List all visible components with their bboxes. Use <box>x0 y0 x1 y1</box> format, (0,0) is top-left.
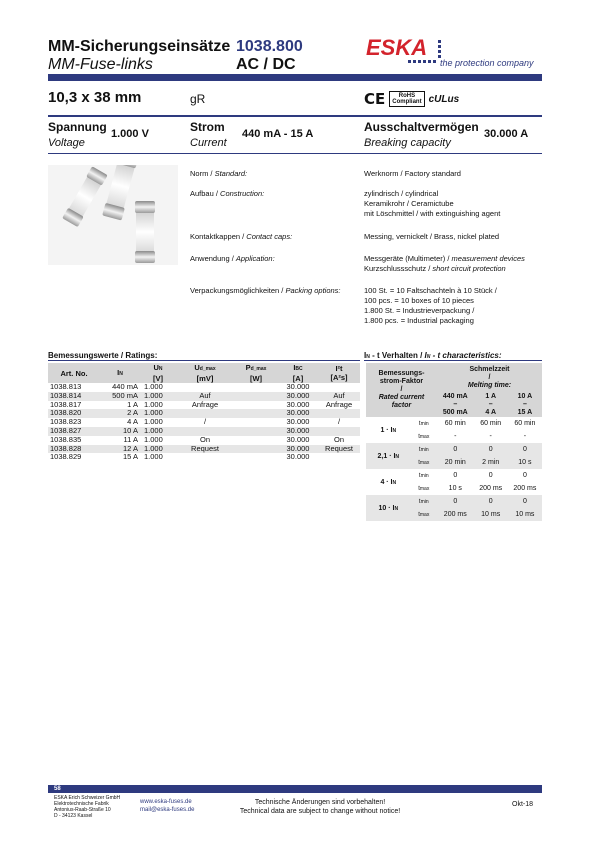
melt-time-cell: 200 ms <box>474 482 508 495</box>
cell-ud <box>176 453 234 462</box>
ul-mark: cULus <box>428 93 460 105</box>
norm-value: Werknorm / Factory standard <box>364 169 461 178</box>
cell-in: 2 A <box>100 409 140 418</box>
table-row <box>48 453 360 462</box>
cell-in: 15 A <box>122 452 138 462</box>
char-row <box>366 469 542 482</box>
cell-in: 4 A <box>127 417 138 427</box>
col-pd: Pd_max [W] <box>234 363 278 383</box>
col-art: Art. No. <box>48 363 100 383</box>
melt-time-cell: 10 ms <box>508 508 542 521</box>
range-col-bot: 4 A <box>474 409 508 417</box>
cell-pd <box>234 418 278 427</box>
article-number: 1038.800 <box>236 38 303 55</box>
application-label: Anwendung / Application: <box>190 254 275 263</box>
melt-time-cell: 20 min <box>437 456 474 469</box>
col-i2t: I²t [A²s] <box>318 363 360 383</box>
cell-ud: Auf <box>176 392 234 401</box>
header-bar <box>48 74 542 81</box>
melt-time-cell: 200 ms <box>437 508 474 521</box>
t-max-label: tmax <box>411 430 437 443</box>
fuse-product-image <box>48 165 178 265</box>
company-address: ESKA Erich Schweizer GmbH Elektrotechnische Fabrik Antonius-Raab-Straße 10 D - 34123 Kassel <box>54 795 121 819</box>
t-max-label: tmax <box>411 508 437 521</box>
table-row <box>48 445 360 454</box>
website-link[interactable]: www.eska-fuses.de <box>140 799 192 805</box>
char-body <box>366 417 542 521</box>
range-col-bot: 15 A <box>508 409 542 417</box>
caps-value: Messing, vernickelt / Brass, nickel plated <box>364 232 500 241</box>
page-number: 58 <box>54 786 61 792</box>
melt-time-cell: - <box>474 430 508 443</box>
footer-bar <box>48 785 542 793</box>
cell-in: 1 A <box>127 399 138 409</box>
caps-label: Kontaktkappen / Contact caps: <box>190 232 293 241</box>
rohs-sub: Compliant <box>392 99 422 105</box>
cell-in: 11 A <box>123 434 138 444</box>
breaking-value: 30.000 A <box>484 128 529 140</box>
t-min-label: tmin <box>411 417 437 430</box>
cell-i2t: Auf <box>318 392 360 401</box>
cell-un: 1.000 <box>140 392 176 401</box>
t-min-label: tmin <box>411 495 437 508</box>
melt-time-cell: 0 <box>437 443 474 456</box>
ce-mark: CE <box>364 90 386 108</box>
voltage-value: 1.000 V <box>111 128 149 140</box>
melt-time-cell: 10 s <box>508 456 542 469</box>
melt-time-cell: 0 <box>508 495 542 508</box>
divider-1 <box>48 115 542 117</box>
cell-un: 1.000 <box>140 427 176 436</box>
range-col-bot: 500 mA <box>437 409 474 417</box>
melt-time-cell: 0 <box>474 443 508 456</box>
cell-un: 1.000 <box>144 452 163 462</box>
cell-art: 1038.829 <box>50 452 82 462</box>
factor-cell: 1 · IN <box>366 417 411 443</box>
factor-cell: 4 · IN <box>366 469 411 495</box>
cell-ibc: 30.000 <box>278 427 318 436</box>
voltage-label-de: Spannung <box>48 120 107 134</box>
cell-ibc: 30.000 <box>278 409 318 418</box>
cell-art: 1038.827 <box>48 427 100 436</box>
ratings-table <box>48 363 360 462</box>
current-value: 440 mA - 15 A <box>242 128 314 140</box>
cell-ibc: 30.000 <box>286 399 310 409</box>
cell-ud: Anfrage <box>191 399 219 409</box>
melt-time-cell: 60 min <box>474 417 508 430</box>
ratings-rule <box>48 360 360 361</box>
melt-time-cell: 0 <box>508 443 542 456</box>
cell-i2t: On <box>333 434 344 444</box>
range-col-top: 440 mA – <box>437 393 474 409</box>
contact-links <box>140 798 194 814</box>
cell-ibc: 30.000 <box>286 434 310 444</box>
operating-class: gR <box>190 92 206 106</box>
cell-ud: Request <box>176 445 234 454</box>
title-en: MM-Fuse-links <box>48 56 153 73</box>
char-row <box>366 417 542 430</box>
melt-time-cell: 60 min <box>508 417 542 430</box>
cell-pd <box>234 427 278 436</box>
cell-art: 1038.820 <box>48 409 100 418</box>
tagline: the protection company <box>440 58 534 68</box>
cell-i2t: / <box>337 417 341 427</box>
ratings-header-row <box>48 363 360 383</box>
cell-art: 1038.835 <box>50 434 82 444</box>
factor-cell: 10 · IN <box>366 495 411 521</box>
cell-ibc: 30.000 <box>278 445 318 454</box>
ratings-caption: Bemessungswerte / Ratings: <box>48 351 158 360</box>
char-caption: IN - t Verhalten / IN - t characteristics: <box>364 351 502 360</box>
breaking-label-en: Breaking capacity <box>364 137 451 149</box>
col-ud: Ud_max [mV] <box>176 363 234 383</box>
melt-time-cell: 200 ms <box>508 482 542 495</box>
rohs-title: RoHS <box>398 93 416 99</box>
cell-pd <box>234 436 278 445</box>
char-header-row <box>366 363 542 393</box>
melt-time-cell: 10 s <box>437 482 474 495</box>
norm-label: Norm / Standard: <box>190 169 248 178</box>
col-un: UN [V] <box>140 363 176 383</box>
melting-header: Schmelzzeit / Melting time: <box>437 363 542 393</box>
cell-in: 440 mA <box>112 382 138 391</box>
cell-un: 1.000 <box>144 382 163 391</box>
factor-cell: 2,1 · IN <box>366 443 411 469</box>
char-rule <box>364 360 542 361</box>
cell-un: 1.000 <box>140 445 176 454</box>
cell-i2t <box>318 453 360 462</box>
rohs-mark <box>389 91 424 107</box>
t-min-label: tmin <box>411 469 437 482</box>
cell-in: 10 A <box>100 427 140 436</box>
breaking-label-de: Ausschaltvermögen <box>364 120 479 134</box>
cell-i2t: Request <box>318 445 360 454</box>
melt-time-cell: 0 <box>437 469 474 482</box>
cell-ibc: 30.000 <box>286 382 310 391</box>
cell-un: 1.000 <box>144 399 163 409</box>
col-ibc: IBC [A] <box>278 363 318 383</box>
revision-date: Okt-18 <box>512 801 534 808</box>
email-link[interactable]: mail@eska-fuses.de <box>140 807 195 813</box>
current-label-de: Strom <box>190 120 225 134</box>
melt-time-cell: 10 ms <box>474 508 508 521</box>
range-col-top: 10 A – <box>508 393 542 409</box>
melt-time-cell: - <box>508 430 542 443</box>
melt-time-cell: 0 <box>437 495 474 508</box>
melt-time-cell: 2 min <box>474 456 508 469</box>
construction-value: zylindrisch / cylindrical Keramikrohr / Ceramictube mit Löschmittel / with extinguishing agent <box>364 189 501 218</box>
cell-pd <box>234 383 278 392</box>
construction-label: Aufbau / Construction: <box>190 189 265 198</box>
cell-art: 1038.814 <box>48 392 100 401</box>
cell-pd <box>234 453 278 462</box>
brand-text: ESKA <box>366 38 428 60</box>
melt-time-cell: 0 <box>474 495 508 508</box>
certifications <box>364 90 459 108</box>
col-in: IN <box>100 363 140 383</box>
cell-ud: / <box>203 417 207 427</box>
packing-value: 100 St. = 10 Faltschachteln à 10 Stück / 100 pcs. = 10 boxes of 10 pieces 1.800 St. = Industrieverpackung / 1.800 pcs. = Industrial packaging <box>364 286 497 325</box>
cell-ibc: 30.000 <box>278 392 318 401</box>
char-table <box>366 363 542 521</box>
cell-art: 1038.813 <box>50 382 82 391</box>
cell-un: 1.000 <box>144 434 163 444</box>
melt-time-cell: 60 min <box>437 417 474 430</box>
cell-pd <box>234 392 278 401</box>
packing-label: Verpackungsmöglichkeiten / Packing options: <box>190 286 341 295</box>
cell-art: 1038.817 <box>50 399 82 409</box>
char-row <box>366 443 542 456</box>
product-size: 10,3 x 38 mm <box>48 89 142 106</box>
change-notice: Technische Änderungen sind vorbehalten! Technical data are subject to change without notice! <box>239 799 401 815</box>
melt-time-cell: 0 <box>474 469 508 482</box>
table-row <box>48 418 360 427</box>
cell-art: 1038.828 <box>48 445 100 454</box>
divider-2 <box>48 153 542 154</box>
cell-in: 12 A <box>100 445 140 454</box>
char-row <box>366 495 542 508</box>
voltage-label-en: Voltage <box>48 137 85 149</box>
range-col-top: 1 A – <box>474 393 508 409</box>
t-max-label: tmax <box>411 456 437 469</box>
title-de: MM-Sicherungseinsätze <box>48 38 231 55</box>
cell-ibc: 30.000 <box>286 452 310 462</box>
cell-un: 1.000 <box>144 417 163 427</box>
cell-in: 500 mA <box>100 392 140 401</box>
t-min-label: tmin <box>411 443 437 456</box>
cell-ibc: 30.000 <box>286 417 310 427</box>
cell-pd <box>234 409 278 418</box>
ratings-body <box>48 383 360 462</box>
melt-time-cell: 0 <box>508 469 542 482</box>
application-value: Messgeräte (Multimeter) / measurement devices Kurzschlussschutz / short circuit protection <box>364 254 525 273</box>
cell-ud: On <box>199 434 210 444</box>
cell-art: 1038.823 <box>50 417 82 427</box>
cell-pd <box>234 401 278 410</box>
current-type: AC / DC <box>236 56 296 73</box>
factor-header: Bemessungs- strom-Faktor / Rated current factor <box>366 363 437 417</box>
t-max-label: tmax <box>411 482 437 495</box>
cell-pd <box>234 445 278 454</box>
cell-un: 1.000 <box>140 409 176 418</box>
cell-i2t: Anfrage <box>325 399 353 409</box>
melt-time-cell: - <box>437 430 474 443</box>
table-row <box>48 401 360 410</box>
current-label-en: Current <box>190 137 227 149</box>
